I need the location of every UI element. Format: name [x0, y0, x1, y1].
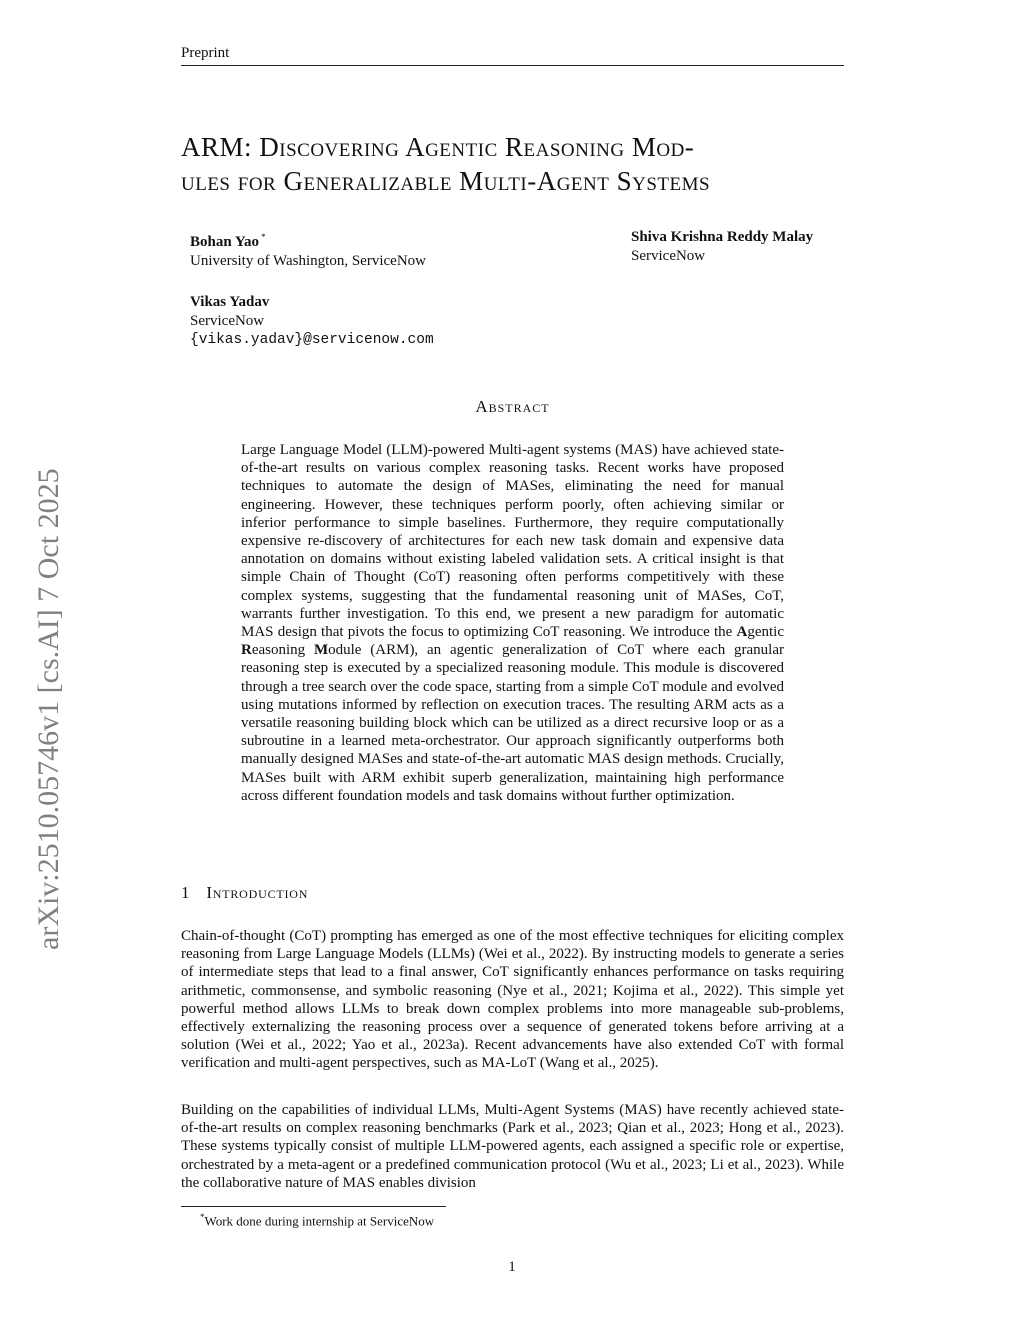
author-name: Bohan Yao * [190, 232, 266, 250]
intro-paragraph-1: Chain-of-thought (CoT) prompting has emerged as one of the most effective techniques for eliciting complex reasoning from Large Language Models (LLMs) (Wei et al., 2022). By instructing models to generate a series of intermediate steps that lead to a final answer, CoT significantly enhances performance on tasks requiring arithmetic, commonsense, and symbolic reasoning (Nye et al., 2021; Kojima et al., 2022). This simple yet powerful method allows LLMs to break down complex problems into more manageable sub-problems, effectively externalizing the reasoning process over a sequence of generated tokens before arriving at a solution (Wei et al., 2022; Yao et al., 2023a). Recent advancements have also extended CoT with formal verification and multi-agent perspectives, such as MA-LoT (Wang et al., 2025). [181, 928, 844, 1072]
author-affiliation: University of Washington, ServiceNow [190, 253, 426, 269]
footnote [200, 1209, 434, 1229]
author-name: Shiva Krishna Reddy Malay [631, 229, 814, 245]
arxiv-stamp [30, 390, 70, 950]
footnote-mark: * [261, 232, 266, 242]
arxiv-stamp-text: arXiv:2510.05746v1 [cs.AI] 7 Oct 2025 [32, 468, 65, 950]
author-affiliation: ServiceNow [631, 248, 706, 264]
author-affiliation: ServiceNow [190, 313, 265, 329]
running-head: Preprint [181, 45, 230, 61]
author-name: Vikas Yadav [190, 294, 270, 310]
intro-paragraph-2: Building on the capabilities of individual LLMs, Multi-Agent Systems (MAS) have recently achieved state-of-the-art results on complex reasoning benchmarks (Park et al., 2023; Qian et al., 2023; Hong et al., 2023). These systems typically consist of multiple LLM-powered agents, each assigned a specific role or expertise, orchestrated by a meta-agent or a predefined communication protocol (Wu et al., 2023; Li et al., 2023). While the collaborative nature of MAS enables division [181, 1102, 844, 1191]
section-heading-introduction [181, 883, 308, 903]
author-2 [631, 228, 813, 266]
footnote-text: Work done during internship at ServiceNow [204, 1213, 435, 1229]
title-line-1: ARM: Discovering Agentic Reasoning Mod- [181, 132, 695, 162]
title-line-2: ules for Generalizable Multi-Agent Systems [181, 166, 711, 196]
abstract-heading: Abstract [475, 397, 550, 416]
section-number: 1 [181, 883, 191, 902]
footnote-mark: * [200, 1212, 205, 1222]
author-3 [190, 293, 434, 350]
header-rule [181, 65, 844, 66]
footnote-rule [181, 1206, 446, 1207]
page-number: 1 [508, 1259, 516, 1275]
abstract-text: Large Language Model (LLM)-powered Multi-agent systems (MAS) have achieved state-of-the-art results on various complex reasoning tasks. Recent works have proposed techniques to automate the design of MASes, eliminating the need for manual engineering. However, these techniques perform poorly, often achieving similar or inferior performance to simple baselines. Furthermore, they require computationally expensive re-discovery of architectures for each new task domain and expensive data annotation on domains without existing labeled validation sets. A critical insight is that simple Chain of Thought (CoT) reasoning often performs competitively with these complex systems, suggesting that the fundamental reasoning unit of MASes, CoT, warrants further investigation. To this end, we present a new paradigm for automatic MAS design that pivots the focus to optimizing CoT reasoning. We introduce the Agentic Reasoning Module (ARM), an agentic generalization of CoT where each granular reasoning step is executed by a specialized reasoning module. This module is discovered through a tree search over the code space, starting from a simple CoT module and evolved using mutations informed by reflection on execution traces. The resulting ARM acts as a versatile reasoning building block which can be utilized as a direct recursive loop or as a subroutine in a learned meta-orchestrator. Our approach significantly outperforms both manually designed MASes and state-of-the-art automatic MAS design methods. Crucially, MASes built with ARM exhibit superb generalization, maintaining high performance across different foundation models and task domains without further optimization. [241, 442, 784, 804]
section-title: Introduction [206, 883, 309, 902]
author-1 [190, 228, 426, 271]
author-email[interactable]: {vikas.yadav}@servicenow.com [190, 332, 434, 348]
paper-title [181, 130, 844, 198]
